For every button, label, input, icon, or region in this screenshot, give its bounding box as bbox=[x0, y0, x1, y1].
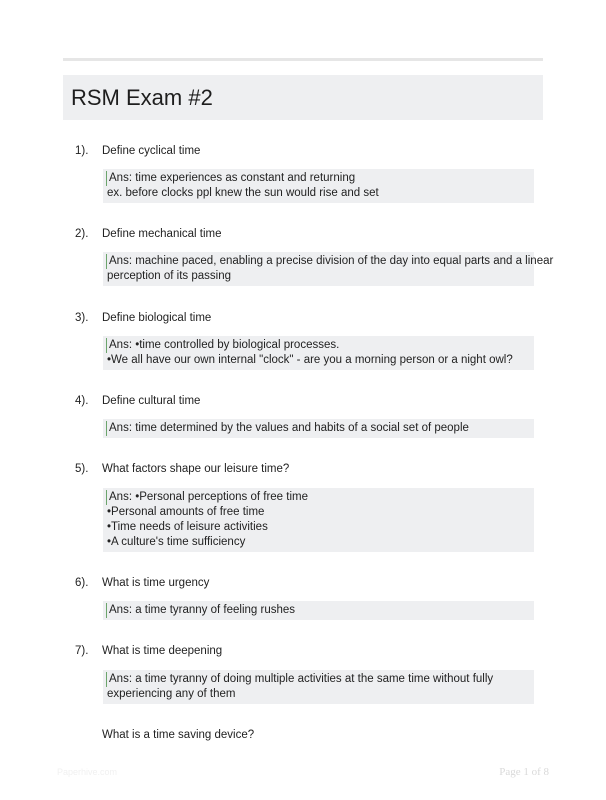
question-number: 2). bbox=[75, 228, 89, 240]
answer-box bbox=[103, 169, 534, 203]
question-number: 1). bbox=[75, 145, 89, 157]
answer-line: ex. before clocks ppl knew the sun would rise and set bbox=[107, 187, 379, 199]
footer-site-watermark: Paperhive.com bbox=[57, 767, 118, 777]
question-number: 3). bbox=[75, 312, 89, 324]
top-divider bbox=[63, 58, 543, 61]
question-text: What is time urgency bbox=[102, 577, 210, 589]
question-number: 5). bbox=[75, 463, 89, 475]
answer-line: •Personal amounts of free time bbox=[107, 506, 265, 518]
answer-line: •We all have our own internal "clock" - are you a morning person or a night owl? bbox=[107, 354, 513, 366]
answer-line: Ans: •Personal perceptions of free time bbox=[106, 490, 534, 505]
answer-box bbox=[103, 336, 534, 370]
answer-line: •A culture's time sufficiency bbox=[107, 536, 246, 548]
answer-line: Ans: machine paced, enabling a precise division of the day into equal parts and a linear bbox=[106, 254, 534, 269]
question-text: Define biological time bbox=[102, 312, 212, 324]
question-text: Define cultural time bbox=[102, 395, 201, 407]
answer-line: •Time needs of leisure activities bbox=[107, 521, 268, 533]
title-bar bbox=[63, 75, 543, 120]
question-text: What is time deepening bbox=[102, 645, 223, 657]
answer-line: Ans: •time controlled by biological processes. bbox=[106, 338, 534, 353]
page-indicator: Page 1 of 8 bbox=[499, 766, 549, 778]
question-text: What factors shape our leisure time? bbox=[102, 463, 290, 475]
question-text: Define mechanical time bbox=[102, 228, 222, 240]
answer-line: Ans: a time tyranny of doing multiple activities at the same time without fully bbox=[106, 672, 534, 687]
answer-box bbox=[103, 488, 534, 552]
answer-line: Ans: time experiences as constant and returning bbox=[106, 171, 534, 186]
answer-box bbox=[103, 252, 554, 286]
question-number: 4). bbox=[75, 395, 89, 407]
answer-line: Ans: a time tyranny of feeling rushes bbox=[106, 603, 534, 618]
answer-line: Ans: time determined by the values and habits of a social set of people bbox=[106, 421, 534, 436]
answer-line: experiencing any of them bbox=[107, 688, 236, 700]
question-number: 7). bbox=[75, 645, 89, 657]
answer-box bbox=[103, 419, 534, 438]
question-number: 6). bbox=[75, 577, 89, 589]
page-title: RSM Exam #2 bbox=[71, 85, 213, 110]
answer-box bbox=[103, 601, 534, 620]
question-text: Define cyclical time bbox=[102, 145, 201, 157]
answer-box bbox=[103, 670, 534, 704]
trailing-question: What is a time saving device? bbox=[102, 729, 255, 741]
answer-line: perception of its passing bbox=[107, 270, 232, 282]
